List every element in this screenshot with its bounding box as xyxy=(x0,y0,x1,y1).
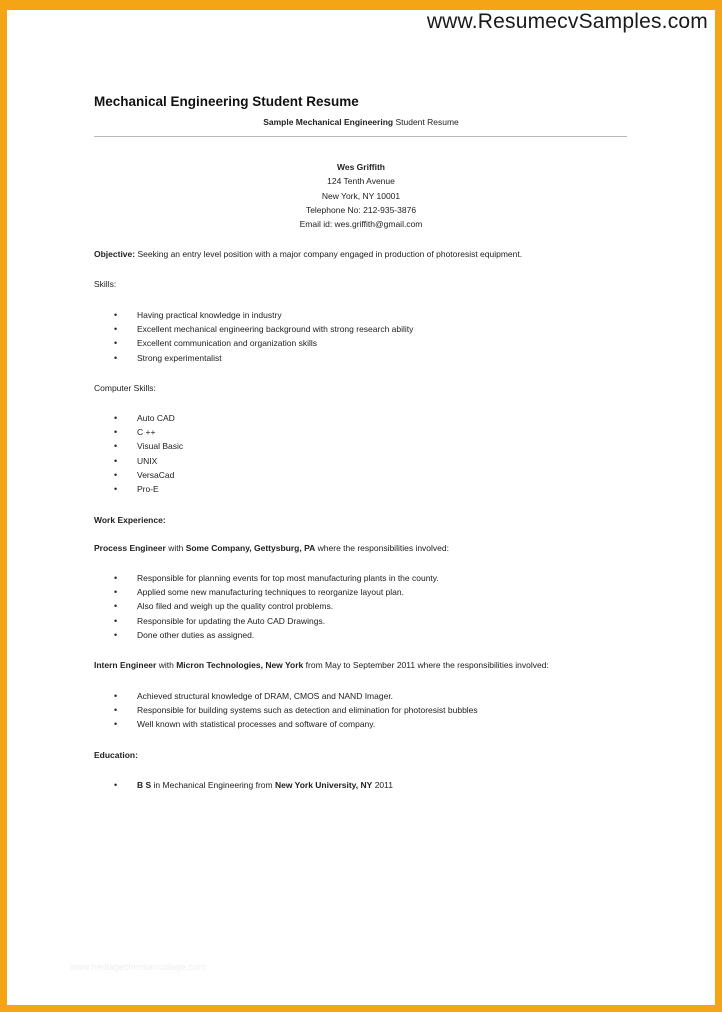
list-item: • Responsible for planning events for top most manufacturing plants in the county. xyxy=(112,571,632,585)
education-list xyxy=(112,778,632,792)
job2-role: Intern Engineer xyxy=(94,660,157,670)
list-item: • Pro-E xyxy=(112,482,632,496)
list-item: • Responsible for updating the Auto CAD Drawings. xyxy=(112,614,632,628)
job1-with: with xyxy=(168,543,184,553)
list-item: • Excellent mechanical engineering background with strong research ability xyxy=(112,322,632,336)
computer-skills-list xyxy=(112,411,632,496)
job1-header xyxy=(94,541,654,555)
job2-responsibilities xyxy=(112,689,632,732)
education-school: New York University, NY xyxy=(274,780,373,790)
job1-role: Process Engineer xyxy=(94,543,166,553)
education-item xyxy=(112,778,632,792)
list-item: • Done other duties as assigned. xyxy=(112,628,632,642)
objective-line xyxy=(94,247,654,261)
skills-heading: Skills: xyxy=(94,279,117,289)
education-degree: B S xyxy=(137,780,152,790)
contact-phone: Telephone No: 212-935-3876 xyxy=(305,204,417,215)
list-item: • Auto CAD xyxy=(112,411,632,425)
contact-address-line2: New York, NY 10001 xyxy=(321,190,401,201)
list-item: • Strong experimentalist xyxy=(112,351,632,365)
education-field: in Mechanical Engineering from xyxy=(153,780,273,790)
list-item: • C ++ xyxy=(112,425,632,439)
work-experience-heading: Work Experience: xyxy=(94,515,166,525)
contact-name: Wes Griffith xyxy=(336,162,385,172)
job2-company: Micron Technologies, New York xyxy=(176,660,304,670)
contact-address-line1: 124 Tenth Avenue xyxy=(327,176,395,187)
objective-text: Seeking an entry level position with a major company engaged in production of photoresist equipment. xyxy=(137,249,523,259)
job2-header xyxy=(94,658,654,672)
computer-skills-heading: Computer Skills: xyxy=(94,383,156,393)
education-year: 2011 xyxy=(374,780,393,790)
list-item: • VersaCad xyxy=(112,468,632,482)
page-subtitle xyxy=(0,117,722,127)
faint-watermark: www.heritagechristiancollege.com xyxy=(70,962,206,972)
job1-company: Some Company, Gettysburg, PA xyxy=(185,543,316,553)
list-item: • Also filed and weigh up the quality control problems. xyxy=(112,599,632,613)
list-item: • Visual Basic xyxy=(112,439,632,453)
list-item: • Achieved structural knowledge of DRAM, CMOS and NAND Imager. xyxy=(112,689,632,703)
job2-rest: from May to September 2011 where the responsibilities involved: xyxy=(305,660,549,670)
list-item: • Applied some new manufacturing techniques to reorganize layout plan. xyxy=(112,585,632,599)
list-item: • Having practical knowledge in industry xyxy=(112,308,632,322)
list-item: • Well known with statistical processes and software of company. xyxy=(112,717,632,731)
job1-rest: where the responsibilities involved: xyxy=(317,543,449,553)
page-title: Mechanical Engineering Student Resume xyxy=(94,94,359,109)
contact-email: Email id: wes.griffith@gmail.com xyxy=(299,219,423,230)
objective-label: Objective: xyxy=(94,249,136,259)
list-item: • UNIX xyxy=(112,454,632,468)
site-url-watermark: www.ResumecvSamples.com xyxy=(426,10,708,33)
title-divider xyxy=(94,136,627,137)
job1-responsibilities xyxy=(112,571,632,642)
subtitle-bold: Sample Mechanical Engineering xyxy=(263,117,394,127)
skills-list xyxy=(112,308,632,365)
list-item: • Excellent communication and organization skills xyxy=(112,336,632,350)
subtitle-normal: Student Resume xyxy=(395,117,459,127)
contact-block xyxy=(0,160,722,231)
education-heading: Education: xyxy=(94,750,138,760)
job2-with: with xyxy=(158,660,174,670)
list-item: • Responsible for building systems such as detection and elimination for photoresist bubbles xyxy=(112,703,632,717)
